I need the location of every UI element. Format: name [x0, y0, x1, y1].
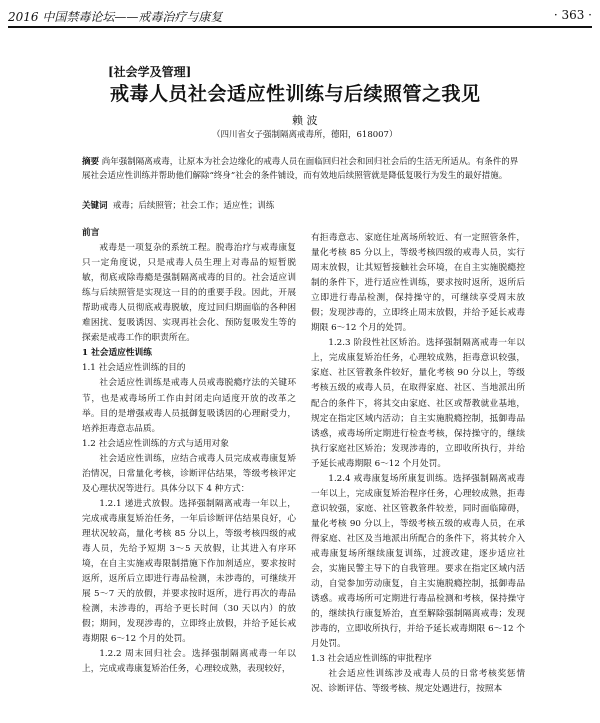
keywords-label: 关键词	[82, 201, 108, 211]
page-number: · 363 ·	[553, 8, 592, 22]
paragraph: 1.2.4 戒毒康复场所康复训练。选择强制隔离戒毒一年以上，完成康复矫治程序任务，心理较成熟，拒毒意识较强，家庭、社区管教条件较差，同时面临障碍，量化考核 90 分以上，等级考核五级的戒毒人员，在承得家庭、社区及当地派出所配合的条件下，将其转介入戒毒康复场所继续康复训练，过渡改建，逐步适应社会，实施民警主导下的自我管理。要求在指定区域内活动，自觉参加劳动康复，自主实施脱瘾控制，抵御毒品诱惑。戒毒场所可定期进行毒品检测和考核，保持操守的，继续执行康复矫治，直至解除强制隔离戒毒；发现涉毒的，立即收所执行，并给予延长戒毒期限 6～12 个月处罚。	[311, 473, 525, 650]
left-column	[82, 226, 296, 677]
subsection-heading: 1.3 社会适应性训练的审批程序	[311, 654, 432, 665]
right-column	[311, 231, 525, 697]
paragraph: 戒毒是一项复杂的系统工程。脱毒治疗与戒毒康复只一定角度说，只是戒毒人员生理上对毒品的短暂脱敏，彻底戒除毒瘾是强制隔离戒毒的目的。社会适应训练与后续照管是实现这一目的的重要手段。因此，开展帮助戒毒人员彻底戒毒脱敏，度过回归期面临的各种困难困扰、复吸诱因、实现再社会化、预防复吸发生等的探索是戒毒工作的职责所在。	[82, 243, 296, 344]
author: 赖 波	[292, 114, 318, 127]
subsection-heading: 1.1 社会适应性训练的目的	[82, 363, 186, 374]
paragraph: 社会适应性训练是戒毒人员戒毒脱瘾疗法的关键环节，也是戒毒场所工作由封闭走向适度开放的改革之举。目的是增强戒毒人员抵御复吸诱因的心理耐受力，培养拒毒意志品质。	[82, 378, 296, 434]
keywords	[82, 199, 274, 211]
section-heading: 1 社会适应性训练	[82, 348, 152, 359]
section-heading: 前言	[82, 228, 100, 238]
paragraph: 有拒毒意志、家庭住址离场所较近、有一定照管条件，量化考核 85 分以上，等级考核四级的戒毒人员，实行周末放假，让其短暂接触社会环境，在自主实施脱瘾控制的条件下，进行适应性训练，要求按时返所，返所后立即进行毒品检测，保持操守的，可继续享受周末放假；发现涉毒的，立即终止周末放假，并给予延长戒毒期限 6～12 个月的处罚。	[311, 233, 525, 334]
running-header	[8, 6, 592, 28]
header-rule	[8, 26, 592, 28]
article-title: 戒毒人员社会适应性训练与后续照管之我见	[110, 83, 481, 105]
section-tag: [社会学及管理]	[108, 65, 192, 79]
affiliation: （四川省女子强制隔离戒毒所，德阳，618007）	[212, 130, 398, 140]
paragraph: 社会适应性训练涉及戒毒人员的日常考核奖惩情况、诊断评估、等级考核、规定处遇进行，按照本	[311, 669, 525, 695]
paragraph: 1.2.3 阶段性社区矫治。选择强制隔离戒毒一年以上，完成康复矫治任务，心理较成熟，拒毒意识较强，家庭、社区管教条件较好，量化考核 90 分以上，等级考核五级的戒毒人员，在取得家庭、社区、当地派出所配合的条件下，将其交由家庭、社区或帮教就业基地，规定在指定区域内活动；自主实施脱瘾控制，抵御毒品诱惑，戒毒场所定期进行检查考核，保持操守的，继续执行家庭社区矫治；发现涉毒的，立即收所执行，并给予延长戒毒期限 6～12 个月处罚。	[311, 338, 525, 469]
keywords-text: 戒毒；后续照管；社会工作；适应性；训练	[112, 201, 275, 211]
running-header-title: 2016 中国禁毒论坛——戒毒治疗与康复	[8, 10, 223, 24]
paragraph: 1.2.1 递进式放假。选择强制隔离戒毒一年以上，完成戒毒康复矫治任务，一年后诊断评估结果良好，心理状况较高，量化考核 85 分以上，等级考核四级的戒毒人员，先给予短期 3～5 天放假，让其进入有序环境，在自主实施戒毒限制措施下作加剂适应，要求按时返所，返所后立即进行毒品检测，未涉毒的，可继续开展 5～7 天的放假，并要求按时返所，进行再次的毒品检测，未涉毒的，再给予更长时间（30 天以内）的放假；期间，发现涉毒的，立即终止放假，并给予延长戒毒期限 6～12 个月的处罚。	[82, 498, 296, 645]
paragraph: 社会适应性训练，应结合戒毒人员完成戒毒康复矫治情况，日常量化考核，诊断评估结果，等级考核评定及心理状况等进行。具体分以下 4 种方式：	[82, 453, 296, 494]
subsection-heading: 1.2 社会适应性训练的方式与适用对象	[82, 438, 229, 449]
abstract-text: 尚年强制隔离戒毒，让原本为社会边缘化的戒毒人员在面临回归社会和回归社会后的生活无所适从。有条件的界展社会适应性训练并帮助他们解除“终身”社会的条件铺设，而有效地后续照管就是降低复吸行为发生的最好措施。	[82, 157, 519, 181]
paragraph: 1.2.2 周末回归社会。选择强制隔离戒毒一年以上，完成戒毒康复矫治任务，心理较成熟，表现较好，	[82, 649, 296, 675]
abstract-label: 摘要	[82, 157, 100, 167]
abstract	[82, 155, 522, 183]
